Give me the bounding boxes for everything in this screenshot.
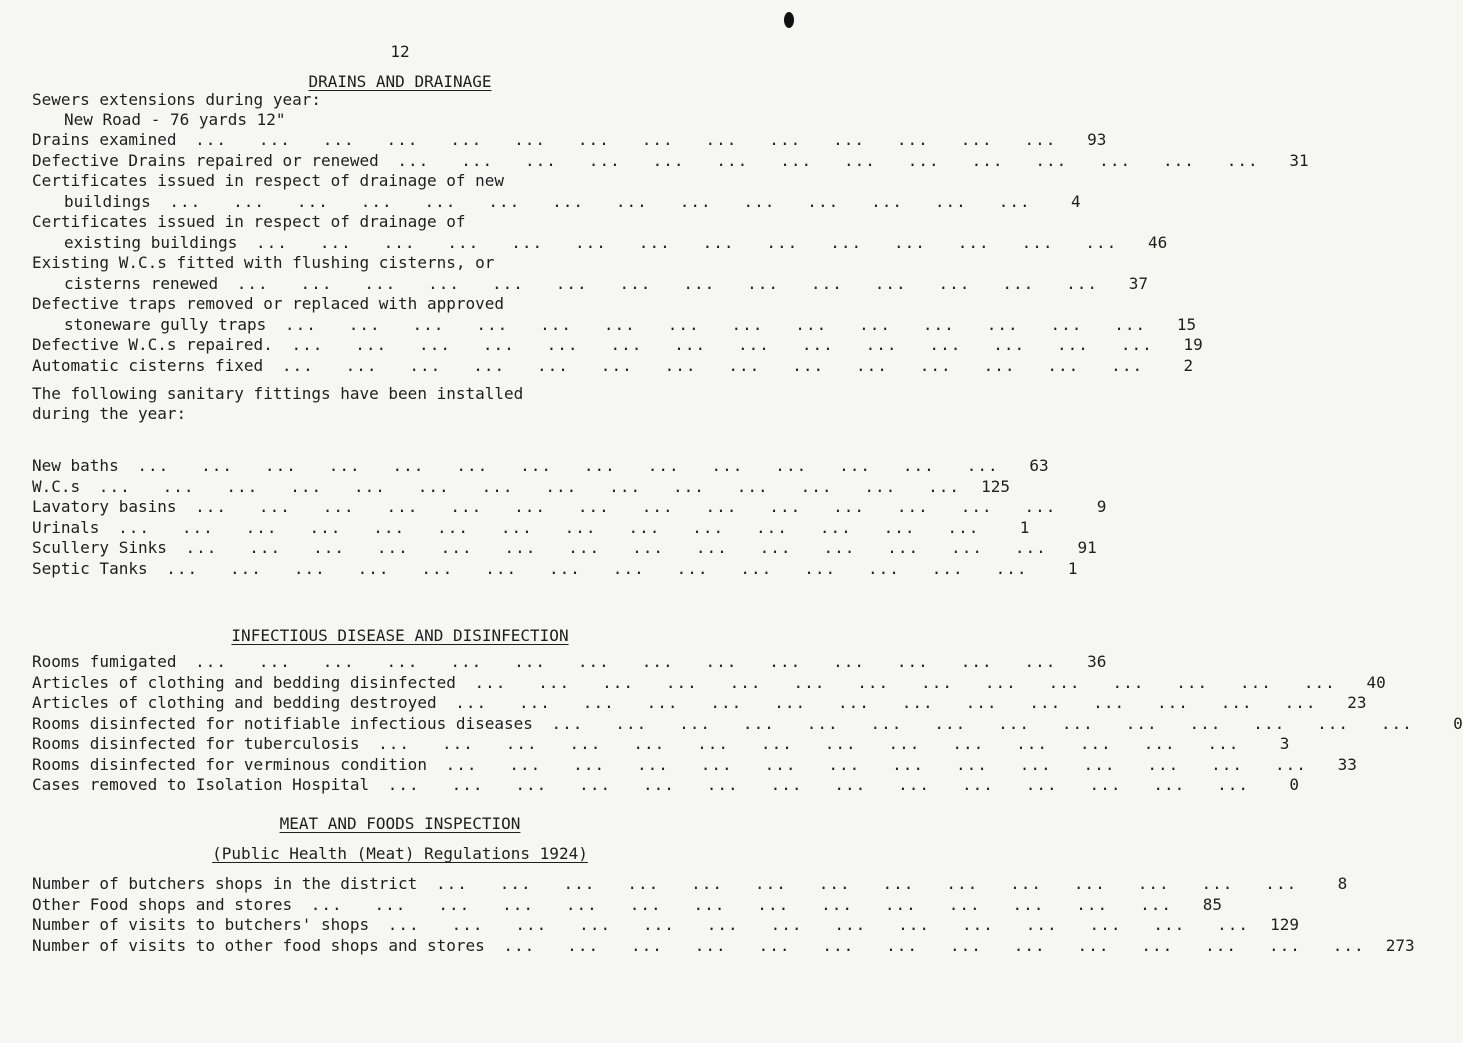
row-label: New baths — [32, 456, 119, 475]
leader-dots: ... ... ... ... ... ... ... ... ... ... ... ... ... ... — [184, 497, 1057, 516]
row-label: Defective W.C.s repaired. — [32, 335, 273, 354]
row-value: 36 — [1087, 652, 1107, 671]
infectious-row — [32, 693, 1367, 713]
infectious-row — [32, 775, 1300, 795]
row-label: Defective traps removed or replaced with approved — [32, 294, 505, 313]
row-label: Rooms disinfected for verminous condition — [32, 754, 427, 774]
leader-dots: ... ... ... ... ... ... ... ... ... ... ... ... ... ... — [300, 894, 1172, 914]
leader-dots: ... ... ... ... ... ... ... ... ... ... ... ... ... ... — [226, 273, 1099, 293]
infectious-row — [32, 652, 1107, 672]
row-value: 273 — [1385, 935, 1415, 955]
leader-dots: ... ... ... ... ... ... ... ... ... ... ... ... ... ... — [280, 335, 1153, 354]
row-value: 37 — [1128, 273, 1149, 293]
fittings-intro-1: The following sanitary fittings have been installed — [32, 384, 524, 403]
leader-dots: ... ... ... ... ... ... ... ... ... ... ... ... ... ... — [463, 672, 1336, 692]
row-value: 4 — [1070, 191, 1081, 211]
row-label: Septic Tanks — [32, 558, 148, 578]
drains-row — [64, 314, 1197, 335]
drains-row — [32, 294, 762, 314]
row-label: Lavatory basins — [32, 497, 177, 516]
row-value: 125 — [981, 476, 1011, 496]
drains-row — [32, 171, 762, 191]
row-label: Number of visits to butchers' shops — [32, 915, 370, 934]
drains-row — [32, 130, 1107, 150]
meat-row — [32, 874, 1348, 894]
row-label: Articles of clothing and bedding disinfected — [32, 672, 456, 692]
infectious-heading: INFECTIOUS DISEASE AND DISINFECTION — [231, 626, 569, 645]
drains-row — [64, 273, 1149, 294]
row-value: 15 — [1176, 314, 1197, 334]
leader-dots: ... ... ... ... ... ... ... ... ... ... ... ... ... ... — [434, 754, 1307, 774]
leader-dots: ... ... ... ... ... ... ... ... ... ... ... ... ... ... — [155, 558, 1028, 578]
leader-dots: ... ... ... ... ... ... ... ... ... ... ... ... ... ... — [107, 517, 980, 537]
row-label: Defective Drains repaired or renewed — [32, 150, 379, 170]
row-value: 1 — [1019, 517, 1030, 537]
row-value: 3 — [1279, 734, 1290, 753]
row-label: Urinals — [32, 517, 100, 537]
row-label: cisterns renewed — [64, 273, 219, 293]
drains-row — [32, 335, 1203, 355]
row-label: W.C.s — [32, 476, 81, 496]
row-value: 0 — [1453, 713, 1463, 733]
leader-dots: ... ... ... ... ... ... ... ... ... ... ... ... ... ... — [158, 191, 1031, 211]
drains-row — [64, 191, 1081, 212]
meat-row — [32, 894, 1222, 915]
drains-row — [32, 150, 1309, 171]
leader-dots: ... ... ... ... ... ... ... ... ... ... ... ... ... ... — [540, 713, 1413, 733]
fittings-intro-2: during the year: — [32, 404, 187, 423]
infectious-row — [32, 734, 1290, 754]
row-label: Cases removed to Isolation Hospital — [32, 775, 370, 794]
row-label: Existing W.C.s fitted with flushing cisterns, or — [32, 253, 495, 272]
leader-dots: ... ... ... ... ... ... ... ... ... ... ... ... ... ... — [126, 456, 999, 475]
leader-dots: ... ... ... ... ... ... ... ... ... ... ... ... ... ... — [377, 775, 1250, 794]
leader-dots: ... ... ... ... ... ... ... ... ... ... ... ... ... ... — [377, 915, 1250, 934]
leader-dots: ... ... ... ... ... ... ... ... ... ... ... ... ... ... — [274, 314, 1147, 334]
new-road-line: New Road - 76 yards 12" — [64, 110, 286, 129]
row-label: Automatic cisterns fixed — [32, 355, 264, 375]
row-label: Drains examined — [32, 130, 177, 149]
row-label: stoneware gully traps — [64, 314, 267, 334]
infectious-row — [32, 672, 1386, 693]
row-value: 129 — [1270, 915, 1300, 934]
row-value: 23 — [1347, 693, 1367, 712]
row-value: 93 — [1087, 130, 1107, 149]
row-value: 9 — [1096, 497, 1107, 516]
row-label: Other Food shops and stores — [32, 894, 293, 914]
leader-dots: ... ... ... ... ... ... ... ... ... ... ... ... ... ... — [386, 150, 1259, 170]
row-value: 91 — [1077, 538, 1097, 557]
leader-dots: ... ... ... ... ... ... ... ... ... ... ... ... ... ... — [367, 734, 1240, 753]
fitting-row — [32, 456, 1049, 476]
page-number: 12 — [390, 42, 410, 61]
row-value: 0 — [1289, 775, 1300, 794]
leader-dots: ... ... ... ... ... ... ... ... ... ... ... ... ... ... — [492, 935, 1365, 955]
leader-dots: ... ... ... ... ... ... ... ... ... ... ... ... ... ... — [444, 693, 1317, 712]
row-label: Rooms disinfected for tuberculosis — [32, 734, 360, 753]
meat-row — [32, 915, 1300, 935]
row-value: 33 — [1337, 754, 1357, 774]
fitting-row — [32, 538, 1097, 558]
row-label: Articles of clothing and bedding destroyed — [32, 693, 437, 712]
drains-row — [64, 232, 1168, 253]
meat-subheading: (Public Health (Meat) Regulations 1924) — [212, 844, 588, 863]
row-label: Number of visits to other food shops and stores — [32, 935, 485, 955]
leader-dots: ... ... ... ... ... ... ... ... ... ... ... ... ... ... — [245, 232, 1118, 252]
infectious-row — [32, 754, 1357, 775]
fitting-row — [32, 476, 1011, 497]
leader-dots: ... ... ... ... ... ... ... ... ... ... ... ... ... ... — [88, 476, 961, 496]
row-value: 8 — [1337, 874, 1348, 893]
drains-heading: DRAINS AND DRAINAGE — [308, 72, 492, 91]
drains-row — [32, 253, 762, 273]
sewers-intro: Sewers extensions during year: — [32, 90, 321, 109]
row-value: 19 — [1183, 335, 1203, 354]
row-value: 46 — [1148, 232, 1168, 252]
row-value: 85 — [1202, 894, 1222, 914]
leader-dots: ... ... ... ... ... ... ... ... ... ... ... ... ... ... — [184, 130, 1057, 149]
drains-row — [32, 355, 1194, 376]
meat-row — [32, 935, 1415, 956]
leader-dots: ... ... ... ... ... ... ... ... ... ... ... ... ... ... — [184, 652, 1057, 671]
row-label: Scullery Sinks — [32, 538, 167, 557]
leader-dots: ... ... ... ... ... ... ... ... ... ... ... ... ... ... — [425, 874, 1298, 893]
row-value: 31 — [1289, 150, 1309, 170]
row-label: Certificates issued in respect of drainage of new — [32, 171, 505, 190]
row-label: buildings — [64, 191, 151, 211]
row-value: 40 — [1366, 672, 1386, 692]
infectious-row — [32, 713, 1463, 734]
drains-row — [32, 212, 762, 232]
row-value: 63 — [1029, 456, 1049, 475]
leader-dots: ... ... ... ... ... ... ... ... ... ... ... ... ... ... — [271, 355, 1144, 375]
row-value: 2 — [1183, 355, 1194, 375]
row-label: Number of butchers shops in the district — [32, 874, 418, 893]
row-label: Rooms fumigated — [32, 652, 177, 671]
leader-dots: ... ... ... ... ... ... ... ... ... ... ... ... ... ... — [174, 538, 1047, 557]
meat-heading: MEAT AND FOODS INSPECTION — [279, 814, 521, 833]
row-value: 1 — [1067, 558, 1078, 578]
row-label: Rooms disinfected for notifiable infectious diseases — [32, 713, 533, 733]
fitting-row — [32, 558, 1078, 579]
row-label: Certificates issued in respect of drainage of — [32, 212, 466, 231]
row-label: existing buildings — [64, 232, 238, 252]
punch-hole — [784, 12, 794, 28]
fitting-row — [32, 517, 1030, 538]
fitting-row — [32, 497, 1107, 517]
